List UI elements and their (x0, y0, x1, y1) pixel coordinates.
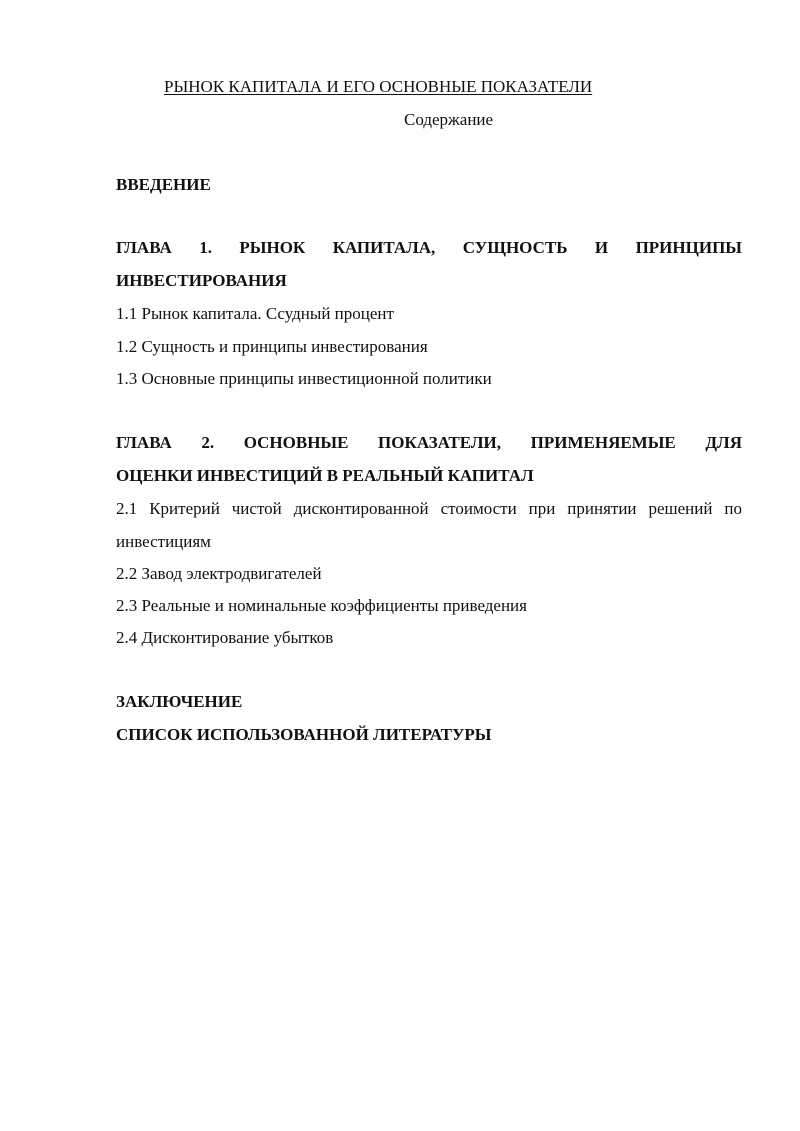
toc-heading: Содержание (404, 110, 494, 129)
toc-chapter1-heading-line1: ГЛАВА 1. РЫНОК КАПИТАЛА, СУЩНОСТЬ И ПРИНЦИПЫ (116, 238, 742, 257)
document-title: РЫНОК КАПИТАЛА И ЕГО ОСНОВНЫЕ ПОКАЗАТЕЛИ (164, 77, 593, 96)
toc-item-2-2: 2.2 Завод электродвигателей (116, 564, 322, 583)
toc-introduction: ВВЕДЕНИЕ (116, 175, 211, 194)
toc-bibliography: СПИСОК ИСПОЛЬЗОВАННОЙ ЛИТЕРАТУРЫ (116, 725, 492, 744)
toc-item-2-1-line2: инвестициям (116, 532, 211, 551)
toc-item-1-3: 1.3 Основные принципы инвестиционной политики (116, 369, 492, 388)
toc-item-2-1-line1: 2.1 Критерий чистой дисконтированной стоимости при принятии решений по (116, 499, 742, 518)
toc-chapter1-heading-line2: ИНВЕСТИРОВАНИЯ (116, 271, 287, 290)
toc-item-2-4: 2.4 Дисконтирование убытков (116, 628, 334, 647)
toc-item-2-3: 2.3 Реальные и номинальные коэффициенты приведения (116, 596, 527, 615)
toc-chapter2-heading-line1: ГЛАВА 2. ОСНОВНЫЕ ПОКАЗАТЕЛИ, ПРИМЕНЯЕМЫЕ ДЛЯ (116, 433, 742, 452)
toc-conclusion: ЗАКЛЮЧЕНИЕ (116, 692, 243, 711)
toc-chapter2-heading-line2: ОЦЕНКИ ИНВЕСТИЦИЙ В РЕАЛЬНЫЙ КАПИТАЛ (116, 466, 534, 485)
toc-item-1-2: 1.2 Сущность и принципы инвестирования (116, 337, 428, 356)
toc-item-1-1: 1.1 Рынок капитала. Ссудный процент (116, 304, 394, 323)
